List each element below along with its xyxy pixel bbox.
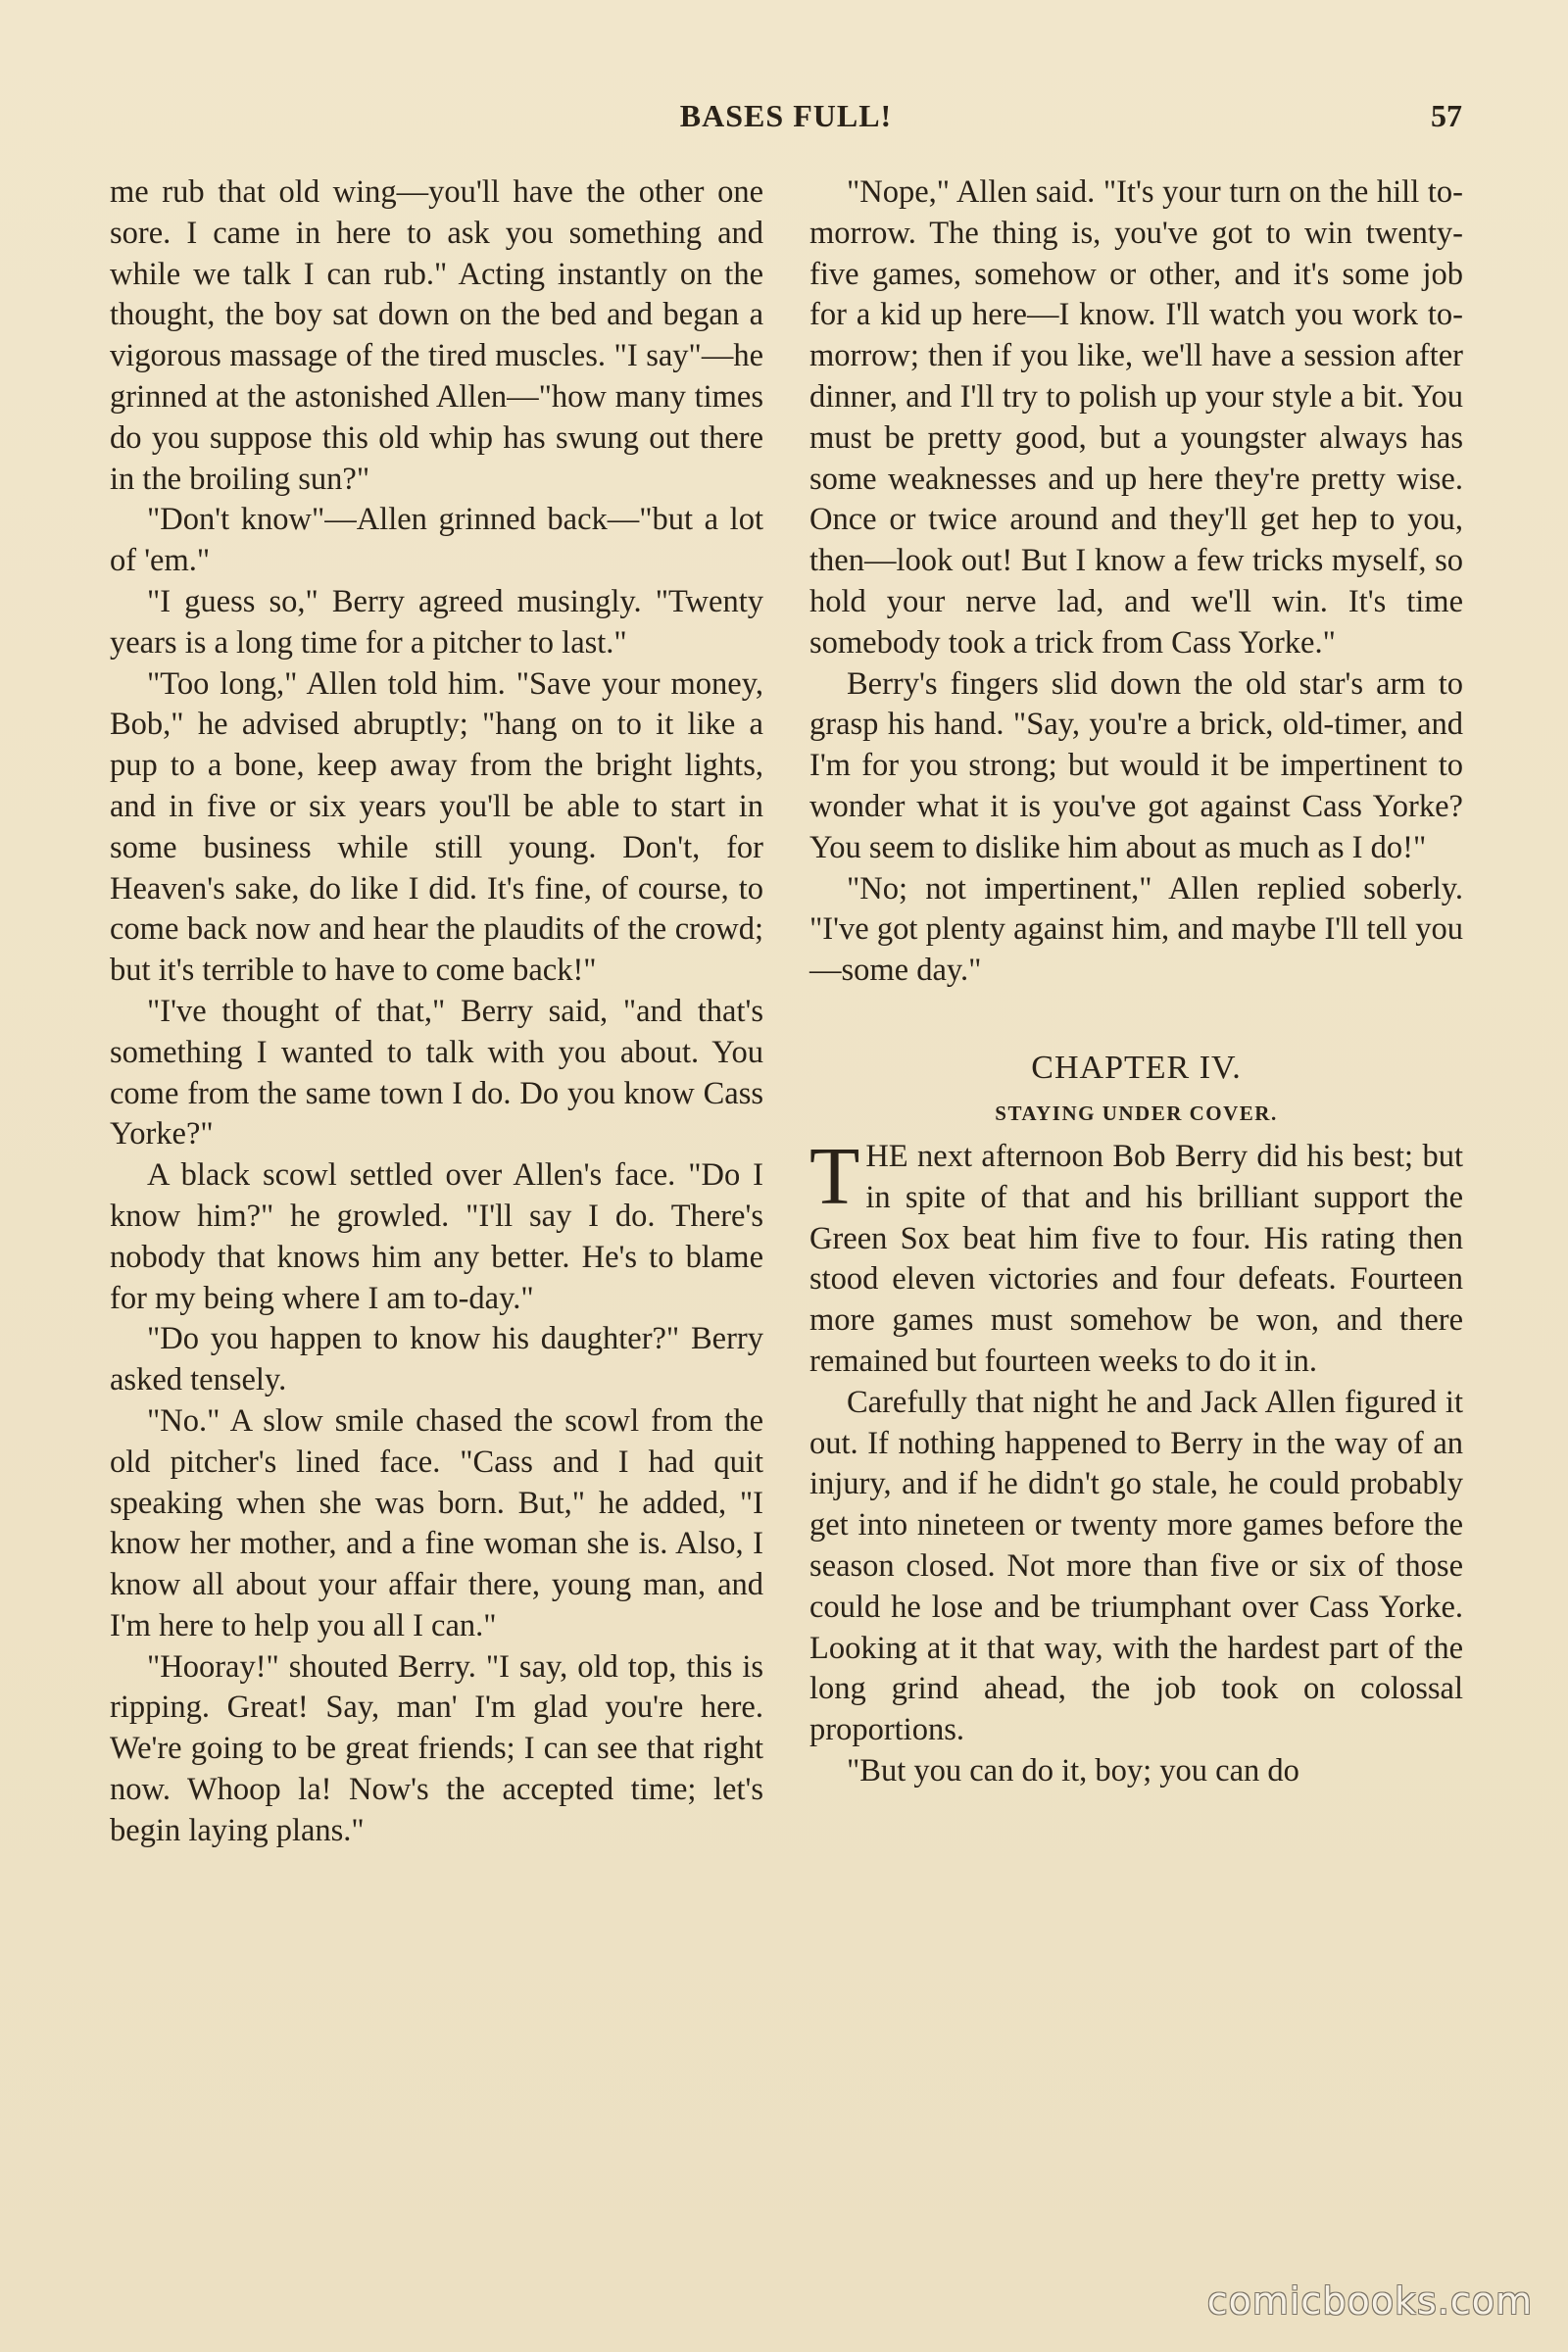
paragraph: "Nope," Allen said. "It's your turn on the hill to-morrow. The thing is, you've got to win twenty-five games, somehow or other, and it's some job for a kid up here—I know. I'll watch you work to-morrow; then if you like, we'll have a session after dinner, and I'll try to polish up your style a bit. You must be pretty good, but a youngster always has some weaknesses and up here they're pretty wise. Once or twice around and they'll get hep to you, then—look out! But I know a few tricks myself, so hold your nerve lad, and we'll win. It's time somebody took a trick from Cass Yorke." <box>809 174 1463 661</box>
watermark: comicbooks.com <box>1206 2279 1533 2323</box>
page-number: 57 <box>1431 98 1462 133</box>
paragraph: "But you can do it, boy; you can do <box>847 1752 1299 1788</box>
paragraph: "I've thought of that," Berry said, "and that's something I wanted to talk with you about. You come from the same town I do. Do you know Cass Yorke?" <box>110 993 763 1152</box>
paragraph: "Hooray!" shouted Berry. "I say, old top, this is ripping. Great! Say, man' I'm glad you're here. We're going to be great friends; I can see that right now. Whoop la! Now's the accepted time; let's begin laying plans." <box>110 1648 763 1848</box>
page-header <box>110 98 1462 147</box>
paragraph: me rub that old wing—you'll have the other one sore. I came in here to ask you something and while we talk I can rub." Acting instantly on the thought, the boy sat down on the bed and began a vigorous massage of the tired muscles. "I say"—he grinned at the astonished Allen—"how many times do you suppose this old whip has swung out there in the broiling sun?" <box>110 174 763 497</box>
left-column <box>110 172 763 1852</box>
right-column <box>809 172 1463 1792</box>
drop-cap: T <box>809 1130 860 1222</box>
paragraph: Berry's fingers slid down the old star's arm to grasp his hand. "Say, you're a brick, old-timer, and I'm for you strong; but would it be impertinent to wonder what it is you've got against Cass Yorke? You seem to dislike him about as much as I do!" <box>809 665 1463 865</box>
paragraph: "No; not impertinent," Allen replied soberly. "I've got plenty against him, and maybe I'll tell you—some day." <box>809 870 1463 989</box>
paragraph: "Don't know"—Allen grinned back—"but a lot of 'em." <box>110 502 763 579</box>
paragraph: "I guess so," Berry agreed musingly. "Twenty years is a long time for a pitcher to last." <box>110 583 763 661</box>
chapter-title: CHAPTER IV. <box>1031 1049 1242 1086</box>
paragraph: "Do you happen to know his daughter?" Berry asked tensely. <box>110 1321 763 1398</box>
paragraph: "Too long," Allen told him. "Save your money, Bob," he advised abruptly; "hang on to it like a pup to a bone, keep away from the bright lights, and in five or six years you'll be able to start in some business while still young. Don't, for Heaven's sake, do like I did. It's fine, of course, to come back now and hear the plaudits of the crowd; but it's terrible to have to come back!" <box>110 665 763 989</box>
chapter-first-paragraph <box>809 1130 1463 1383</box>
paragraph: Carefully that night he and Jack Allen figured it out. If nothing happened to Berry in the way of an injury, and if he didn't go stale, he could probably get into nineteen or twenty more games before the season closed. Not more than five or six of those could he lose and be triumphant over Cass Yorke. Looking at it that way, with the hardest part of the long grind ahead, the job took on colossal proportions. <box>809 1384 1463 1748</box>
chapter-subtitle: STAYING UNDER COVER. <box>995 1101 1278 1125</box>
first-paragraph-text: HE next afternoon Bob Berry did his best; but in spite of that and his brilliant support the Green Sox beat him five to four. His rating then stood eleven victories and four defeats. Fourteen more games must somehow be won, and there remained but fourteen weeks to do it in. <box>809 1138 1463 1379</box>
running-title: BASES FULL! <box>679 98 893 133</box>
paragraph: A black scowl settled over Allen's face. "Do I know him?" he growled. "I'll say I do. There's nobody that knows him any better. He's to blame for my being where I am to-day." <box>110 1157 763 1316</box>
paragraph: "No." A slow smile chased the scowl from the old pitcher's lined face. "Cass and I had quit speaking when she was born. But," he added, "I know her mother, and a fine woman she is. Also, I know all about your affair there, young man, and I'm here to help you all I can." <box>110 1402 763 1643</box>
